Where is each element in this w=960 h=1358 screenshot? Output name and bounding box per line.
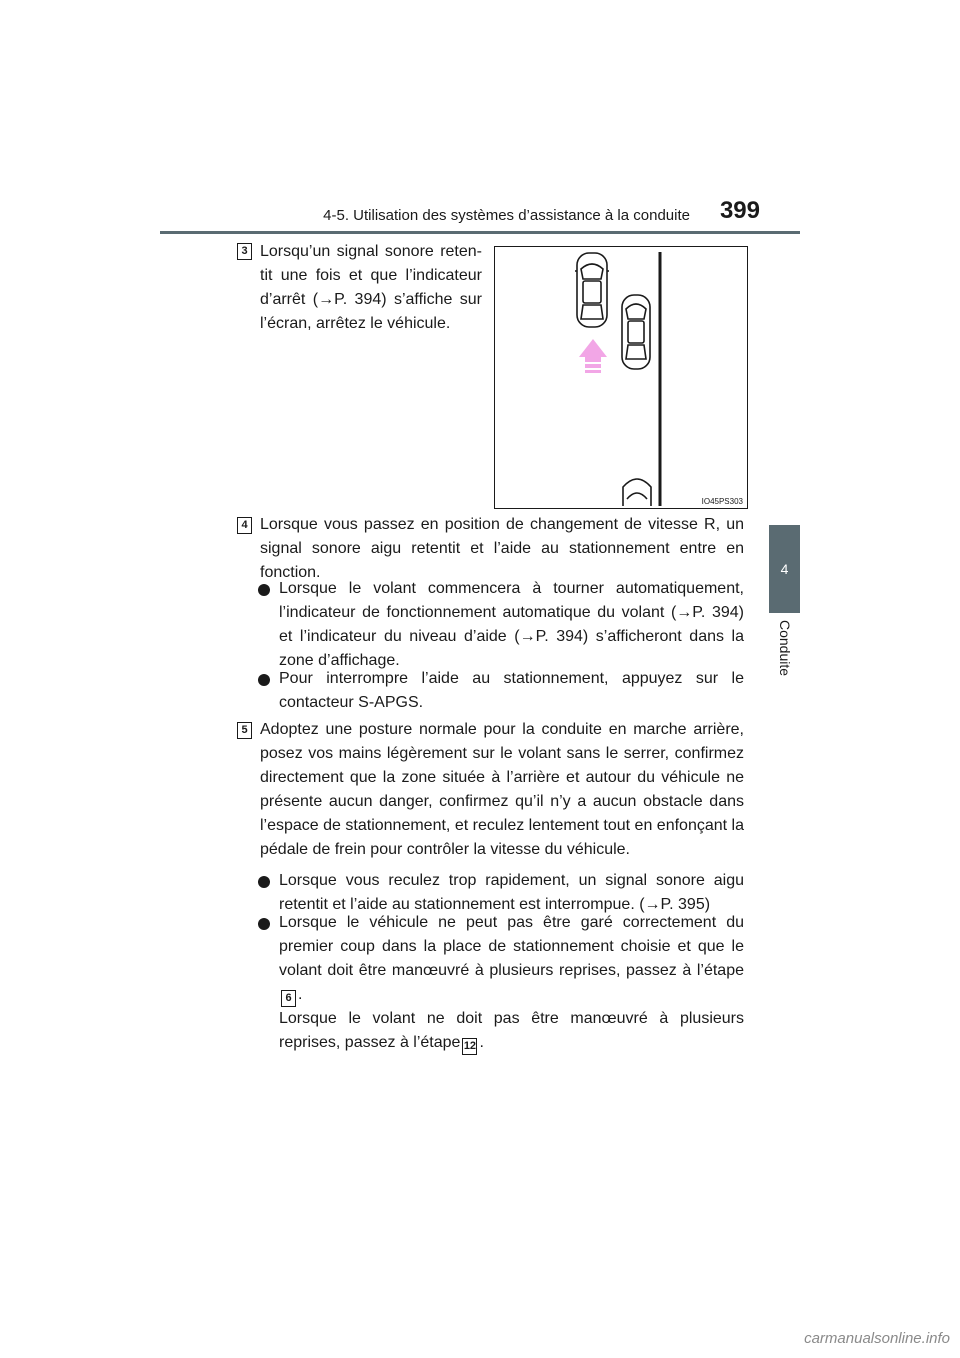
watermark: carmanualsonline.info <box>804 1330 950 1347</box>
chapter-tab <box>769 525 800 613</box>
chapter-label: Conduite <box>777 619 794 677</box>
parking-diagram <box>494 246 748 509</box>
step-4-number: 4 <box>237 517 252 534</box>
own-car <box>575 253 609 327</box>
bullet-text: Pour interrompre l’aide au stationnement, appuyez sur le contacteur S-APGS. <box>279 670 744 711</box>
punctuation: . <box>298 986 303 1003</box>
chapter-number: 4 <box>780 561 789 577</box>
bullet-icon <box>258 674 270 686</box>
bullet-text: Lorsque le volant commencera à tourner automatiquement, l’indicateur de fonctionnement automatique du volant (→P. 394) et l’indicateur du niveau d’aide (→P. 394) s’afficheront dans la zone d’affichage. <box>279 580 744 669</box>
step-4-bullet-2 <box>279 667 744 715</box>
step-3-text: Lorsqu’un signal sonore reten-tit une fois et que l’indicateur d’arrêt (→P. 394) s’affiche sur l’écran, arrêtez le véhicule. <box>260 243 482 332</box>
parked-car <box>622 295 650 369</box>
bullet-icon <box>258 876 270 888</box>
bullet-text: Lorsque vous reculez trop rapidement, un signal sonore aigu retentit et l’aide au stationnement est interrompue. (→P. 395) <box>279 872 744 913</box>
step-5-bullet-1 <box>279 869 744 917</box>
parking-illustration <box>495 247 747 508</box>
step-3-number: 3 <box>237 243 252 260</box>
bullet-text-b: Lorsque le volant ne doit pas être manœuvré à plusieurs reprises, passez à l’étape <box>279 1010 744 1051</box>
move-arrow <box>579 339 607 373</box>
bottom-car <box>623 479 651 506</box>
chapter-label-container <box>770 617 800 679</box>
bullet-icon <box>258 584 270 596</box>
step-ref-6[interactable]: 6 <box>281 990 296 1007</box>
header-divider <box>160 231 800 234</box>
step-4-bullet-1 <box>279 577 744 673</box>
bullet-icon <box>258 918 270 930</box>
step-5-bullet-2 <box>279 911 744 1055</box>
step-ref-12[interactable]: 12 <box>462 1038 477 1055</box>
page-number: 399 <box>719 197 760 224</box>
section-title: 4-5. Utilisation des systèmes d’assistance à la conduite <box>323 207 690 224</box>
step-5-number: 5 <box>237 722 252 739</box>
figure-caption: IO45PS303 <box>701 497 743 506</box>
bullet-text-a: Lorsque le véhicule ne peut pas être garé correctement du premier coup dans la place de stationnement choisie et que le volant doit être manœuvré à plusieurs reprises, passez à l’étape <box>279 914 744 979</box>
step-5-text: Adoptez une posture normale pour la conduite en marche arrière, posez vos mains légèrement sur le volant sans le serrer, confirmez directement que la zone située à l’arrière et autour du véhicule ne présente aucun danger, confirmez qu’il n’y a aucun obstacle dans l’espace de stationnement, et reculez lentement tout en enfonçant la pédale de frein pour contrôler la vitesse du véhicule. <box>260 721 744 858</box>
punctuation: . <box>479 1034 484 1051</box>
step-4-text: Lorsque vous passez en position de changement de vitesse R, un signal sonore aigu retentit et l’aide au stationnement entre en fonction. <box>260 516 744 581</box>
